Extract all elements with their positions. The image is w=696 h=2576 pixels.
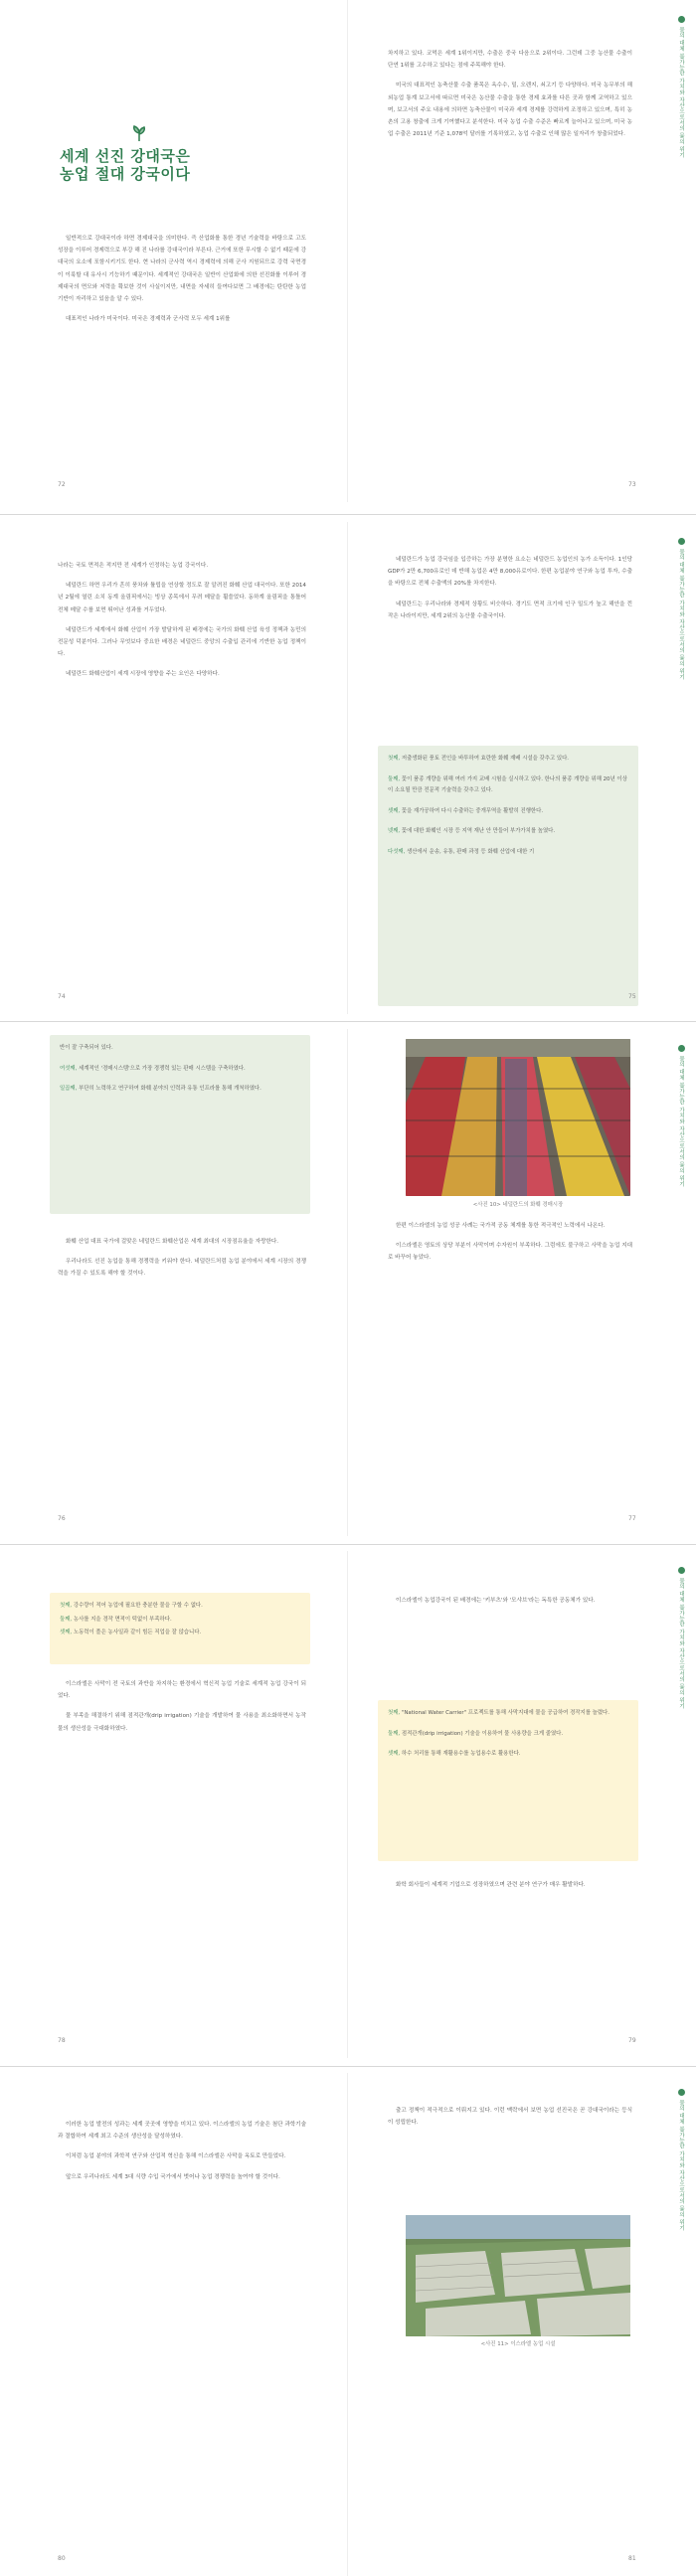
list-box xyxy=(50,1593,310,1664)
list-item: 둘째, 농사를 지을 경작 면적이 턱없이 부족하다. xyxy=(60,1616,172,1623)
section-header: 물의 대체 불가능한 가치와 자산으로서의 물의 위기 xyxy=(678,2100,684,2231)
paragraph: 일반적으로 강대국이라 하면 경제대국을 의미한다. 즉 산업화를 통한 경년 기술력을 바탕으로 고도성장을 이루어 경제력으로 부강 해 진 나라를 강대국이라 부른다. 근거에 또한 무시할 수 없기 때문에 강대국의 요소에 포함시키기도 한다. 현 나라의 군사력 역시 경제력에 의해 군사 지원되므로 강력 국면경이 이룩할 대 유사시 기능하기 때문이다. 세계적인 강대국은 일반이 산업화에 의한 선진화를 이루어 경제대국의 면모와 저력을 확보한 것이 사실이지만, 내면을 자세히 들여다보면 그 배경에는 탄탄한 농업 기반이 자리하고 있음을 알 수 있다. xyxy=(58,236,306,303)
paragraph: 이러한 농업 발전의 성과는 세계 곳곳에 영향을 미치고 있다. 이스라엘의 농업 기술은 첨단 과학기술과 결합하여 세계 최고 수준의 생산성을 달성하였다. xyxy=(58,2122,306,2141)
body-text xyxy=(58,2119,306,2191)
paragraph: 화학 회사들이 세계적 기업으로 성장하였으며 관련 분야 연구가 매우 활발하다. xyxy=(396,1882,586,1888)
section-header: 물의 대체 불가능한 가치와 자산으로서의 물의 위기 xyxy=(678,1056,684,1187)
plant-icon xyxy=(129,123,149,143)
spread-divider xyxy=(0,2066,696,2067)
list-item: 넷째, 꽃에 대한 화훼인 시장 등 지역 재난 안 만들어 부가가치를 높였다. xyxy=(388,828,556,834)
paragraph: 한편 이스라엘의 농업 성공 사례는 국가적 공동 체계를 통한 적극적인 노력에서 나온다. xyxy=(396,1223,606,1229)
section-header: 물의 대체 불가능한 가치와 자산으로서의 물의 위기 xyxy=(678,549,684,680)
page-77 xyxy=(348,1029,696,1536)
page-number: 73 xyxy=(628,481,636,488)
body-text xyxy=(58,1236,306,1288)
photo-caption: <사진 11> 이스라엘 농업 시설 xyxy=(480,2341,556,2347)
list-item: 셋째, 노동력이 풀은 농사일과 같이 힘든 직업을 잘 않습니다. xyxy=(60,1630,202,1635)
section-sidebar xyxy=(676,1045,686,1194)
chapter-title-line2: 농업 절대 강국이다 xyxy=(60,165,191,183)
page-number: 76 xyxy=(58,1515,66,1522)
body-text xyxy=(58,1678,306,1743)
section-header: 물의 대체 불가능한 가치와 자산으로서의 물의 위기 xyxy=(678,1578,684,1709)
page-number: 81 xyxy=(628,2555,636,2562)
paragraph: 네덜란드가 세계에서 화훼 산업이 가장 발달하게 된 배경에는 국가의 화훼 산업 육성 정책과 농민의 전문성 덕분이다. 그러나 무엇보다 중요한 배경은 네덜란드 중앙의 수출입 관리에 기반한 농업 정책이다. xyxy=(58,626,306,658)
page-76 xyxy=(0,1029,348,1536)
photo-flower-auction xyxy=(406,1039,630,1196)
body-text xyxy=(388,1595,632,1615)
section-marker-icon xyxy=(678,1045,685,1052)
list-item: 셋째, 꽃을 재가공하여 다시 수출하는 중개무역을 활발히 진행한다. xyxy=(388,807,544,814)
paragraph: 네덜란드 화훼산업이 세계 시장에 영향을 주는 요인은 다양하다. xyxy=(66,671,220,678)
body-text xyxy=(388,554,632,630)
paragraph: 출고 정책이 적극적으로 이뤄지고 있다. 이런 맥락에서 보면 농업 선진국은 곧 강대국이라는 등식이 성립한다. xyxy=(388,2108,632,2127)
page-81 xyxy=(348,2073,696,2576)
photo-greenhouse-farm xyxy=(406,2215,630,2336)
chapter-title-line1: 세계 선진 강대국은 xyxy=(60,147,191,165)
section-sidebar xyxy=(676,1567,686,1716)
list-item: 다섯째, 생산에서 운송, 유통, 판매 과정 등 화훼 산업에 대한 기 xyxy=(388,848,535,855)
paragraph: 물 부족을 해결하기 위해 점적관개(drip irrigation) 기술을 개발하여 물 사용을 최소화하면서 농작물의 생산성을 극대화하였다. xyxy=(58,1713,306,1732)
paragraph: 우리나라도 선진 농업을 통해 경쟁력을 키워야 한다. 네덜란드처럼 농업 분야에서 세계 시장의 경쟁력을 가질 수 있도록 해야 할 것이다. xyxy=(58,1259,306,1278)
list-item: 일곱째, 부단히 노력하고 연구하여 화훼 분야의 인력과 유통 인프라를 통해 개척하였다. xyxy=(60,1086,261,1092)
list-box xyxy=(50,1035,310,1214)
section-header: 물의 대체 불가능한 가치와 자산으로서의 물의 위기 xyxy=(678,27,684,158)
page-number: 79 xyxy=(628,2037,636,2044)
page-72 xyxy=(0,0,348,502)
list-item: 둘째, 점적관개(drip irrigation) 기술을 이용하여 물 사용량을 크게 줄였다. xyxy=(388,1730,564,1737)
photo-caption: <사진 10> 네덜란드의 화훼 경매시장 xyxy=(472,1202,564,1208)
body-text xyxy=(388,48,632,148)
list-item: 반이 잘 구축되어 있다. xyxy=(60,1045,113,1051)
page-80 xyxy=(0,2073,348,2576)
section-marker-icon xyxy=(678,16,685,23)
list-item: 첫째, 저출생화된 풍토 전인을 바투하여 효란한 화훼 재배 시설을 갖추고 있다. xyxy=(388,756,570,762)
list-item: 첫째, 강수량이 적어 농업에 필요한 충분한 물을 구할 수 없다. xyxy=(60,1603,203,1609)
section-sidebar xyxy=(676,538,686,687)
spread-74-75 xyxy=(0,522,696,1014)
paragraph: 이스라엘은 사막이 전 국토의 과반을 차지하는 환경에서 혁신적 농업 기술로 세계적 농업 강국이 되었다. xyxy=(58,1681,306,1700)
spread-72-73 xyxy=(0,0,696,502)
section-sidebar xyxy=(676,2089,686,2238)
body-text xyxy=(58,233,306,333)
paragraph: 네덜란드가 농업 강국임을 입증하는 가장 분명한 요소는 네덜란드 농업인의 농가 소득이다. 1인당 GDP가 2만 6,700유로인 데 반해 농업은 4만 8,000유로이다. 한편 농업분야 연구와 농업 투자, 수출을 바탕으로 전체 수출액의 20%를 차지한다. xyxy=(388,557,632,588)
section-sidebar xyxy=(676,16,686,165)
page-73 xyxy=(348,0,696,502)
body-text xyxy=(388,2105,632,2137)
paragraph: 이스라엘은 영토의 상당 부분이 사막이며 수자원이 부족하다. 그럼에도 불구하고 사막을 농업 지대로 바꾸어 놓았다. xyxy=(388,1243,632,1262)
page-75 xyxy=(348,522,696,1014)
paragraph: 나라는 국토 면적은 적지만 전 세계가 인정하는 농업 강국이다. xyxy=(58,563,209,569)
body-text xyxy=(388,1220,632,1273)
section-marker-icon xyxy=(678,2089,685,2096)
paragraph: 미국의 대표적인 농축산물 수출 품목은 옥수수, 밀, 오렌지, 쇠고기 등 다양하다. 미국 농무부의 해외농업 통계 보고서에 따르면 미국은 농산물 수출을 통한 경제 효과를 다른 곳과 함께 교역하고 있으며, 보고서의 주요 내용에 의하면 농축산물이 미국과 세계 경제를 강력하게 조정하고 있으며, 특히 농촌의 고용 창출에 크게 기여했다고 분석한다. 미국 농업 수출 수준은 빠르게 늘어나고 있으며, 미국 농업 수출은 2011년 기준 1,078억 달러를 기록하였고, 농업 수출로 인해 많은 일자리가 창출되었다. xyxy=(388,83,632,138)
paragraph: 이스라엘이 농업강국이 된 배경에는 '키부츠'와 '모샤브'라는 독특한 공동체가 있다. xyxy=(396,1598,596,1604)
section-marker-icon xyxy=(678,1567,685,1574)
list-item: 셋째, 하수 처리를 통해 재활용수를 농업용수로 활용한다. xyxy=(388,1751,521,1757)
section-marker-icon xyxy=(678,538,685,545)
paragraph: 앞으로 우리나라도 세계 3대 식량 수입 국가에서 벗어나 농업 경쟁력을 높여야 할 것이다. xyxy=(66,2173,280,2180)
page-79 xyxy=(348,1551,696,2058)
page-number: 72 xyxy=(58,481,66,488)
page-number: 80 xyxy=(58,2555,66,2562)
list-box xyxy=(378,746,638,1006)
page-74 xyxy=(0,522,348,1014)
page-78 xyxy=(0,1551,348,2058)
page-number: 78 xyxy=(58,2037,66,2044)
body-text xyxy=(58,560,306,689)
list-box xyxy=(378,1700,638,1861)
page-number: 74 xyxy=(58,993,66,1000)
paragraph: 화훼 산업 대표 국가에 걸맞은 네덜란드 화훼산업은 세계 최대의 시장점유율을 자랑한다. xyxy=(66,1239,279,1245)
page-number: 75 xyxy=(628,993,636,1000)
spread-78-79 xyxy=(0,1551,696,2058)
spread-76-77 xyxy=(0,1029,696,1536)
paragraph: 네덜란드는 우리나라와 경제적 상황도 비슷하다. 경기도 면적 크기에 인구 밀도가 높고 해안을 낀 작은 나라이지만, 세계 2위의 농산물 수출국이다. xyxy=(388,601,632,619)
list-item: 첫째, "National Water Carrier" 프로젝트를 통해 사막지대에 물을 공급하여 경작지를 늘렸다. xyxy=(388,1710,609,1716)
list-item: 여섯째, 세계적인 '경매시스템'으로 가장 경쟁력 있는 판매 시스템을 구축하였다. xyxy=(60,1065,246,1072)
body-text xyxy=(388,1879,632,1899)
paragraph: 이처럼 농업 분야의 과학적 연구와 산업적 혁신을 통해 이스라엘은 사막을 옥토로 만들었다. xyxy=(66,2153,286,2160)
spread-divider xyxy=(0,1544,696,1545)
paragraph: 대표적인 나라가 미국이다. 미국은 경제력과 군사력 모두 세계 1위를 xyxy=(66,316,231,323)
spread-divider xyxy=(0,514,696,515)
list-item: 둘째, 꽃이 품종 개량을 위해 여러 가지 교배 시험을 실시하고 있다. 한나의 품종 개량을 위해 20년 이상이 소요될 만큼 전문적 기술력을 갖추고 있다. xyxy=(388,775,627,793)
paragraph: 차지하고 있다. 코먹은 세계 1위이지만, 수출은 중국 다음으로 2위이다. 그런데 그중 농산물 수출이 단연 1위를 고수하고 있다는 점에 주목해야 한다. xyxy=(388,51,632,70)
paragraph: 네덜란드 하면 우리가 흔히 풍차와 튤립을 연상할 정도로 잘 알려진 화훼 산업 대국이다. 또한 2014년 2월에 열린 소치 동계 올림픽에서는 빙상 종목에서 무려 메달을 휩쓸었다. 동하계 올림픽을 통틀어 전체 메달 수를 보면 뛰어난 성과를 거두었다. xyxy=(58,583,306,613)
page-number: 77 xyxy=(628,1515,636,1522)
spread-80-81 xyxy=(0,2073,696,2576)
spread-divider xyxy=(0,1021,696,1022)
